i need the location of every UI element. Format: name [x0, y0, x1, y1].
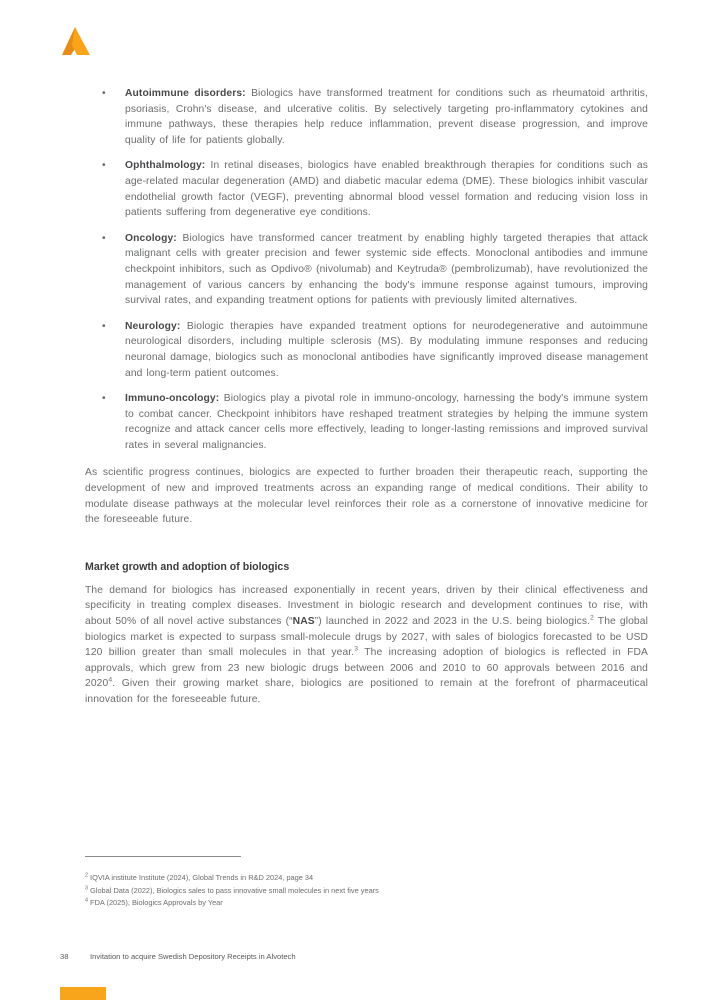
footnote-marker: 4 — [85, 897, 88, 904]
bullet-text — [125, 86, 648, 148]
therapeutic-areas-bullet-list — [85, 86, 648, 453]
bullet-body-text: In retinal diseases, biologics have enabled breakthrough therapies for conditions such as age-related macular degeneration (AMD) and diabetic macular edema (DME). These biologics inhibit vascular endothelial growth factor (VEGF), preventing abnormal blood vessel formation and reducing vision loss in patients suffering from degenerative eye conditions. — [125, 160, 649, 219]
paragraph-segment: NAS — [292, 616, 315, 628]
bullet-lead-label: Neurology: — [125, 320, 187, 332]
bottom-accent-bar — [60, 987, 106, 1000]
bullet-text — [125, 158, 648, 220]
page-footer — [60, 952, 650, 961]
footnote — [85, 885, 648, 898]
footnote — [85, 872, 648, 885]
footnote-reference: 4 — [108, 676, 113, 684]
bullet-item — [85, 391, 648, 453]
paragraph-segment: ”) launched in 2022 and 2023 in the U.S. being biologics. — [314, 616, 591, 628]
footnote — [85, 897, 648, 910]
bullet-dot-icon: • — [102, 160, 106, 172]
footnote-text: Global Data (2022), Biologics sales to pass innovative small molecules in next five years — [88, 885, 379, 895]
footnote-marker: 3 — [85, 885, 88, 892]
section-heading-market-growth: Market growth and adoption of biologics — [85, 560, 290, 573]
paragraph-segment: The demand for biologics has increased exponentially in recent years, driven by their clinical effectiveness and specificity in treating complex diseases. Investment in biologic research and development continues to rise, with about 50% of all novel active substances (“ — [85, 584, 648, 628]
footnote-text: FDA (2025), Biologics Approvals by Year — [88, 898, 223, 908]
bullet-dot-icon: • — [102, 320, 106, 332]
footnote-marker: 2 — [85, 872, 88, 879]
bullet-body-text: Biologics have transformed cancer treatment by enabling highly targeted therapies that attack malignant cells with greater precision and fewer systemic side effects. Monoclonal antibodies and immune checkpoint inhibitors, such as Opdivo® (nivolumab) and Keytruda® (pembrolizumab), have revolutionized the management of various cancers by enhancing the body's immune response against tumours, improving survival rates, and expanding treatment options for patients with previously limited alternatives. — [125, 232, 648, 307]
bullet-lead-label: Autoimmune disorders: — [125, 88, 252, 99]
bullet-lead-label: Oncology: — [125, 232, 183, 244]
paragraph-scientific-progress: As scientific progress continues, biologics are expected to further broaden their therapeutic reach, supporting the development of new and improved treatments across an expanding range of medical conditions. Their ability to modulate disease pathways at the molecular level reinforces their role as a cornerstone of innovative medicine for the foreseeable future. — [85, 467, 648, 526]
bullet-dot-icon: • — [102, 88, 106, 99]
page-number: 38 — [60, 952, 69, 961]
bullet-dot-icon: • — [102, 393, 106, 405]
bullet-text — [125, 319, 648, 381]
bullet-item — [85, 319, 648, 381]
bullet-body-text: Biologics play a pivotal role in immuno-oncology, harnessing the body's immune system to combat cancer. Checkpoint inhibitors have reshaped treatment strategies by helping the immune system recognize and attack cancer cells more effectively, leading to longer-lasting remissions and improved survival rates in several malignancies. — [125, 393, 648, 451]
paragraph-segment: The global biologics market is expected to surpass small-molecule drugs by 2027, with sales of biologics forecasted to be USD 120 billion greater than small molecules in that year. — [85, 616, 648, 659]
bullet-text — [125, 231, 648, 309]
footnote-reference: 3 — [354, 645, 359, 653]
alvotech-logo — [59, 26, 92, 55]
bullet-body-text: Biologics have transformed treatment for conditions such as rheumatoid arthritis, psoriasis, Crohn's disease, and ulcerative colitis. By selectively targeting pro-inflammatory cytokines and immune pathways, these therapies help reduce inflammation, prevent disease progression, and improve quality of life for patients globally. — [125, 88, 648, 146]
bullet-item — [85, 86, 648, 148]
footnotes-block — [85, 872, 648, 910]
footnote-reference: 2 — [590, 614, 594, 622]
footnote-text: IQVIA institute Institute (2024), Global Trends in R&D 2024, page 34 — [88, 873, 314, 882]
paragraph-market-growth — [85, 583, 648, 708]
bullet-lead-label: Ophthalmology: — [125, 160, 211, 172]
bullet-lead-label: Immuno-oncology: — [125, 393, 224, 405]
paragraph-segment: The increasing adoption of biologics is reflected in FDA approvals, which grew from 23 new biologic drugs between 2006 and 2010 to 60 approvals between 2016 and 2020 — [85, 647, 648, 690]
footnote-divider — [85, 856, 241, 857]
bullet-item — [85, 158, 648, 220]
paragraph-segment: . Given their growing market share, biologics are positioned to remain at the forefront of pharmaceutical innovation for the foreseeable future. — [85, 678, 648, 705]
footer-text: Invitation to acquire Swedish Depository Receipts in Alvotech — [90, 952, 296, 961]
bullet-dot-icon: • — [102, 232, 106, 244]
bullet-body-text: Biologic therapies have expanded treatment options for neurodegenerative and autoimmune neurological disorders, including multiple sclerosis (MS). By modulating immune responses and reducing neuronal damage, biologics such as monoclonal antibodies have significantly improved disease management and long-term patient outcomes. — [125, 320, 648, 379]
bullet-item — [85, 231, 648, 309]
page-body — [85, 86, 648, 708]
bullet-text — [125, 391, 648, 453]
